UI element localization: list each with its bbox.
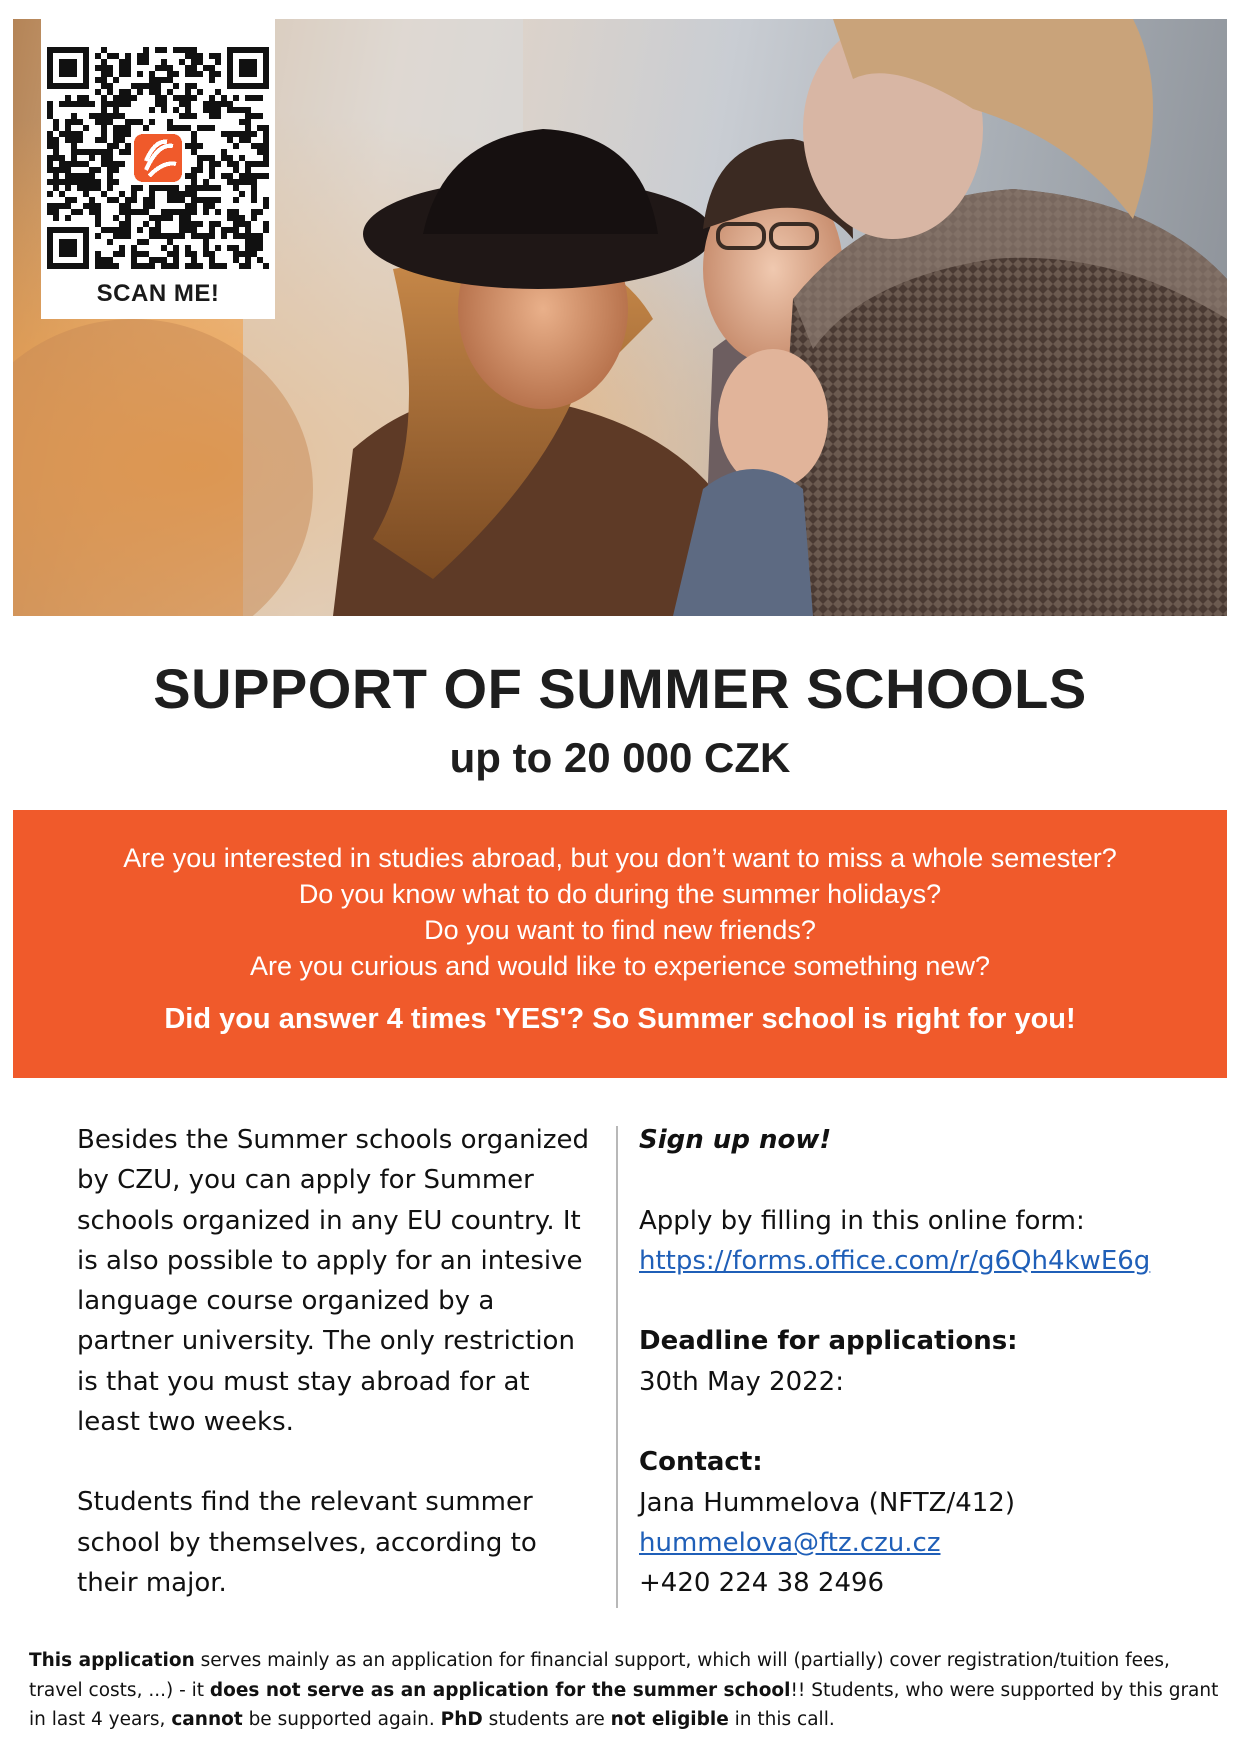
footnote-bold: cannot [171, 1709, 243, 1730]
description-column [77, 1120, 597, 1603]
contact-phone: +420 224 38 2496 [639, 1568, 885, 1599]
footnote-text: students are [482, 1709, 611, 1730]
czu-logo-icon [134, 134, 182, 182]
footnote-bold: This application [29, 1650, 195, 1671]
deadline-heading: Deadline for applications: [639, 1326, 1018, 1357]
description-paragraph: Students find the relevant summer school by themselves, according to their major. [77, 1487, 537, 1598]
footnote-text: !! Students, who were supported by this grant in last 4 years, [29, 1679, 1219, 1730]
banner-question: Are you interested in studies abroad, but you don’t want to miss a whole semester? [123, 843, 1117, 873]
qr-label: SCAN ME! [96, 280, 220, 307]
page-subtitle: up to 20 000 CZK [449, 734, 791, 781]
footnote-text: be supported again. [242, 1709, 441, 1730]
banner-question: Do you know what to do during the summer holidays? [298, 879, 942, 909]
page-title: SUPPORT OF SUMMER SCHOOLS [153, 657, 1087, 720]
contact-heading: Contact: [639, 1447, 763, 1478]
banner-answer: Did you answer 4 times 'YES'? So Summer school is right for you! [164, 1003, 1076, 1035]
form-link[interactable]: https://forms.office.com/r/g6Qh4kwE6g [639, 1245, 1151, 1276]
signup-column [639, 1120, 1219, 1604]
banner-question: Are you curious and would like to experience something new? [250, 951, 990, 981]
footnote-text: in this call. [728, 1709, 835, 1730]
question-banner [13, 810, 1227, 1078]
column-divider [616, 1126, 618, 1608]
deadline-date: 30th May 2022: [639, 1366, 844, 1397]
banner-question: Do you want to find new friends? [424, 915, 816, 945]
footnote [29, 1646, 1221, 1735]
contact-name: Jana Hummelova (NFTZ/412) [639, 1487, 1015, 1518]
footnote-bold: not eligible [610, 1709, 729, 1730]
footnote-bold: PhD [440, 1709, 483, 1730]
qr-code[interactable] [47, 47, 269, 269]
qr-card [41, 19, 275, 319]
apply-text: Apply by filling in this online form: [639, 1205, 1085, 1236]
description-paragraph: Besides the Summer schools organized by CZU, you can apply for Summer schools organized in any EU country. It is also possible to apply for an intesive language course organized by a partner university. The only restriction is that you must stay abroad for at least two weeks. [77, 1125, 590, 1438]
contact-email-link[interactable]: hummelova@ftz.czu.cz [639, 1527, 941, 1558]
banner-questions [13, 840, 1227, 984]
footnote-bold: does not serve as an application for the summer school [209, 1679, 791, 1701]
footnote-text: serves mainly as an application for financial support, which will (partially) cover registration/tuition fees, travel costs, ...) - it [29, 1650, 1170, 1701]
signup-heading: Sign up now! [639, 1125, 832, 1155]
